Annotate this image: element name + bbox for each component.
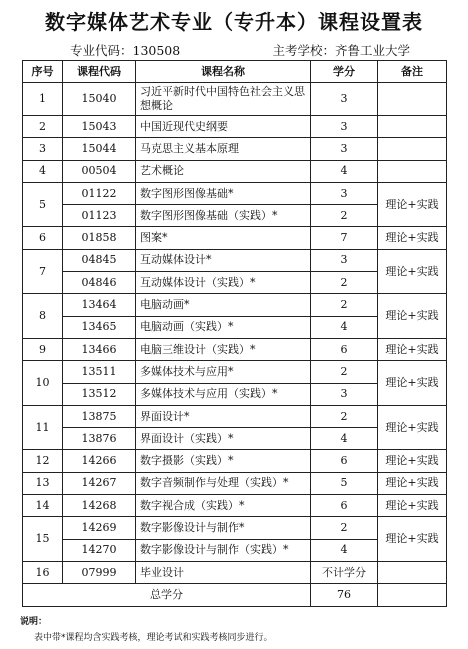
cell-note <box>378 561 447 583</box>
table-row <box>23 495 447 517</box>
cell-code: 01858 <box>63 227 136 249</box>
exam-school: 主考学校：齐鲁工业大学 <box>272 43 410 58</box>
cell-note <box>378 160 447 182</box>
table-row <box>23 405 447 427</box>
cell-seq: 9 <box>23 338 63 360</box>
cell-code: 15044 <box>63 138 136 160</box>
cell-name: 数字影像设计与制作（实践）* <box>136 539 311 561</box>
cell-name: 数字影像设计与制作* <box>136 517 311 539</box>
cell-credit: 6 <box>311 338 378 360</box>
cell-seq: 5 <box>23 182 63 227</box>
header-note: 备注 <box>378 61 447 83</box>
subtitle <box>70 41 410 59</box>
cell-seq: 6 <box>23 227 63 249</box>
cell-name: 艺术概论 <box>136 160 311 182</box>
header-code: 课程代码 <box>63 61 136 83</box>
table-row <box>23 138 447 160</box>
table-row <box>23 227 447 249</box>
header-name: 课程名称 <box>136 61 311 83</box>
cell-credit: 3 <box>311 249 378 271</box>
cell-seq: 8 <box>23 294 63 339</box>
cell-credit: 不计学分 <box>311 561 378 583</box>
cell-note: 理论+实践 <box>378 294 447 339</box>
cell-name: 界面设计* <box>136 405 311 427</box>
cell-name: 电脑动画（实践）* <box>136 316 311 338</box>
cell-name: 毕业设计 <box>136 561 311 583</box>
cell-note: 理论+实践 <box>378 405 447 450</box>
cell-code: 00504 <box>63 160 136 182</box>
table-body <box>23 83 447 584</box>
table-row <box>23 182 447 204</box>
course-table <box>22 60 447 607</box>
major-code: 专业代码：130508 <box>70 43 181 58</box>
table-row <box>23 249 447 271</box>
cell-note: 理论+实践 <box>378 472 447 494</box>
cell-note: 理论+实践 <box>378 450 447 472</box>
cell-credit: 4 <box>311 539 378 561</box>
cell-code: 13511 <box>63 361 136 383</box>
cell-code: 14270 <box>63 539 136 561</box>
cell-note: 理论+实践 <box>378 249 447 294</box>
cell-code: 13512 <box>63 383 136 405</box>
cell-credit: 2 <box>311 272 378 294</box>
cell-code: 04846 <box>63 272 136 294</box>
cell-name: 图案* <box>136 227 311 249</box>
header-seq: 序号 <box>23 61 63 83</box>
cell-credit: 2 <box>311 405 378 427</box>
cell-credit: 2 <box>311 205 378 227</box>
cell-seq: 10 <box>23 361 63 406</box>
cell-name: 数字摄影（实践）* <box>136 450 311 472</box>
cell-code: 01122 <box>63 182 136 204</box>
cell-code: 13465 <box>63 316 136 338</box>
cell-seq: 1 <box>23 83 63 116</box>
cell-seq: 14 <box>23 495 63 517</box>
cell-note: 理论+实践 <box>378 227 447 249</box>
table-row <box>23 517 447 539</box>
cell-name: 数字图形图像基础（实践）* <box>136 205 311 227</box>
total-value: 76 <box>311 584 378 606</box>
total-label: 总学分 <box>23 584 311 606</box>
cell-code: 01123 <box>63 205 136 227</box>
cell-code: 13875 <box>63 405 136 427</box>
cell-credit: 6 <box>311 495 378 517</box>
table-row <box>23 116 447 138</box>
page-title: 数字媒体艺术专业（专升本）课程设置表 <box>45 10 423 34</box>
cell-code: 04845 <box>63 249 136 271</box>
cell-name: 界面设计（实践）* <box>136 428 311 450</box>
cell-code: 15040 <box>63 83 136 116</box>
cell-code: 13876 <box>63 428 136 450</box>
notes-text: 表中带*课程均含实践考核，理论考试和实践考核同步进行。 <box>34 633 273 643</box>
cell-credit: 2 <box>311 294 378 316</box>
cell-seq: 3 <box>23 138 63 160</box>
table-header-row <box>23 61 447 83</box>
cell-note: 理论+实践 <box>378 338 447 360</box>
cell-code: 13466 <box>63 338 136 360</box>
cell-seq: 2 <box>23 116 63 138</box>
table-row <box>23 160 447 182</box>
cell-seq: 11 <box>23 405 63 450</box>
cell-credit: 7 <box>311 227 378 249</box>
cell-credit: 3 <box>311 138 378 160</box>
cell-code: 14267 <box>63 472 136 494</box>
table-row <box>23 472 447 494</box>
cell-credit: 3 <box>311 383 378 405</box>
header-credit: 学分 <box>311 61 378 83</box>
total-row <box>23 584 447 606</box>
cell-name: 习近平新时代中国特色社会主义思想概论 <box>136 83 311 116</box>
cell-name: 多媒体技术与应用（实践）* <box>136 383 311 405</box>
cell-seq: 15 <box>23 517 63 562</box>
cell-code: 14269 <box>63 517 136 539</box>
cell-credit: 4 <box>311 428 378 450</box>
table-row <box>23 83 447 116</box>
cell-credit: 4 <box>311 160 378 182</box>
cell-name: 互动媒体设计* <box>136 249 311 271</box>
cell-seq: 16 <box>23 561 63 583</box>
cell-name: 数字音频制作与处理（实践）* <box>136 472 311 494</box>
cell-credit: 4 <box>311 316 378 338</box>
cell-note <box>378 83 447 116</box>
total-note <box>378 584 447 606</box>
cell-seq: 4 <box>23 160 63 182</box>
cell-note: 理论+实践 <box>378 182 447 227</box>
table-row <box>23 361 447 383</box>
cell-code: 07999 <box>63 561 136 583</box>
cell-credit: 2 <box>311 361 378 383</box>
cell-name: 马克思主义基本原理 <box>136 138 311 160</box>
cell-credit: 3 <box>311 116 378 138</box>
notes-title: 说明： <box>20 617 48 627</box>
cell-seq: 7 <box>23 249 63 294</box>
cell-note <box>378 138 447 160</box>
cell-note: 理论+实践 <box>378 361 447 406</box>
cell-name: 中国近现代史纲要 <box>136 116 311 138</box>
cell-note: 理论+实践 <box>378 495 447 517</box>
cell-note: 理论+实践 <box>378 517 447 562</box>
cell-credit: 3 <box>311 83 378 116</box>
cell-code: 14268 <box>63 495 136 517</box>
table-row <box>23 450 447 472</box>
cell-name: 电脑动画* <box>136 294 311 316</box>
table-row <box>23 561 447 583</box>
cell-name: 电脑三维设计（实践）* <box>136 338 311 360</box>
cell-credit: 2 <box>311 517 378 539</box>
cell-code: 13464 <box>63 294 136 316</box>
cell-code: 15043 <box>63 116 136 138</box>
cell-name: 数字图形图像基础* <box>136 182 311 204</box>
table-row <box>23 294 447 316</box>
cell-name: 数字视合成（实践）* <box>136 495 311 517</box>
cell-seq: 12 <box>23 450 63 472</box>
cell-credit: 3 <box>311 182 378 204</box>
cell-seq: 13 <box>23 472 63 494</box>
cell-credit: 6 <box>311 450 378 472</box>
cell-note <box>378 116 447 138</box>
cell-credit: 5 <box>311 472 378 494</box>
table-row <box>23 338 447 360</box>
cell-name: 互动媒体设计（实践）* <box>136 272 311 294</box>
cell-name: 多媒体技术与应用* <box>136 361 311 383</box>
cell-code: 14266 <box>63 450 136 472</box>
